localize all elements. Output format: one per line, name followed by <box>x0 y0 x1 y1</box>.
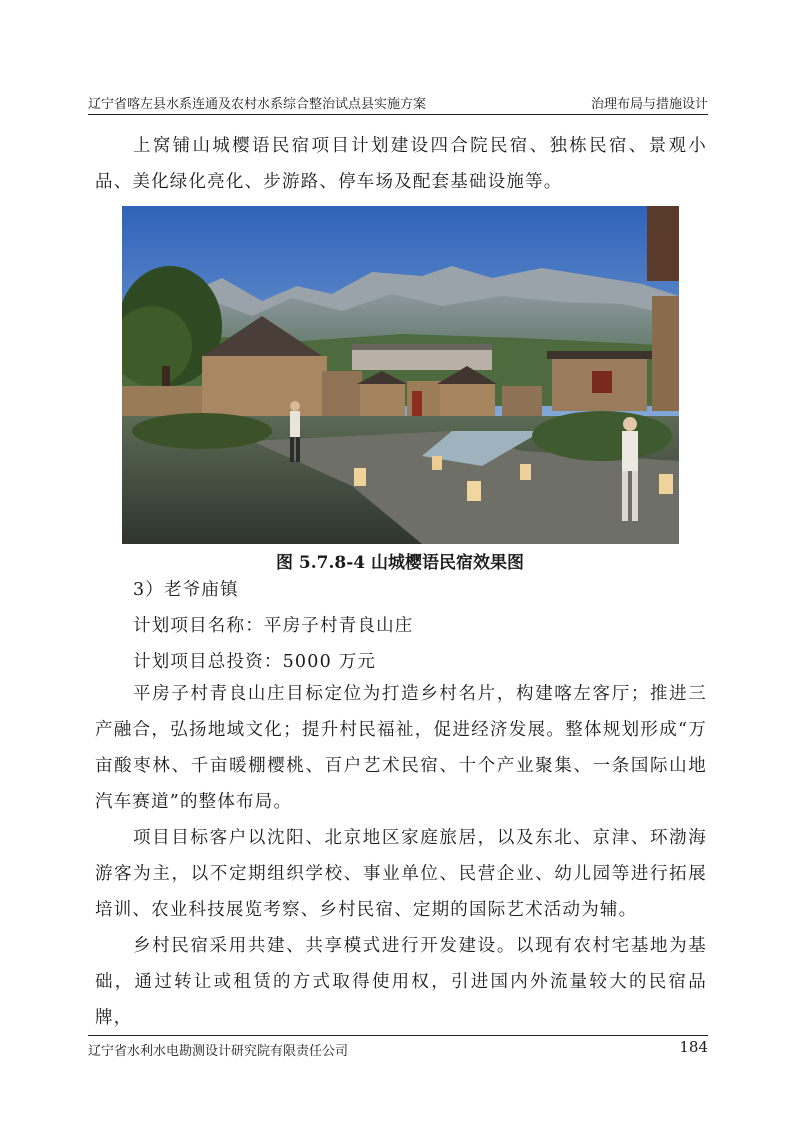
project-name-line: 计划项目名称：平房子村青良山庄 <box>133 616 414 636</box>
header-document-title: 辽宁省喀左县水系连通及农村水系综合整治试点县实施方案 <box>88 97 427 112</box>
figure-caption: 图 5.7.8-4 山城樱语民宿效果图 <box>275 553 525 573</box>
header-rule <box>88 114 708 115</box>
paragraph-intro: 上窝铺山城樱语民宿项目计划建设四合院民宿、独栋民宿、景观小品、美化绿化亮化、步游路、停车场及配套基础设施等。 <box>95 136 707 192</box>
section-heading: 3）老爷庙镇 <box>133 580 239 600</box>
footer-rule <box>88 1035 708 1036</box>
paragraph-homestay-model: 乡村民宿采用共建、共享模式进行开发建设。以现有农村宅基地为基础，通过转让或租赁的方式取得使用权，引进国内外流量较大的民宿品牌， <box>95 936 707 1028</box>
page-header <box>88 93 708 115</box>
paragraph-positioning: 平房子村青良山庄目标定位为打造乡村名片，构建喀左客厅；推进三产融合，弘扬地域文化；提升村民福祉，促进经济发展。整体规划形成“万亩酸枣林、千亩暖棚樱桃、百户艺术民宿、十个产业聚集、一条国际山地汽车赛道”的整体布局。 <box>95 684 707 812</box>
investment-line: 计划项目总投资：5000 万元 <box>133 652 377 672</box>
page-number: 184 <box>679 1038 708 1056</box>
paragraph-target-customers: 项目目标客户以沈阳、北京地区家庭旅居，以及东北、京津、环渤海游客为主，以不定期组织学校、事业单位、民营企业、幼儿园等进行拓展培训、农业科技展览考察、乡村民宿、定期的国际艺术活动为辅。 <box>95 828 707 920</box>
footer-organization: 辽宁省水利水电勘测设计研究院有限责任公司 <box>88 1044 349 1059</box>
rendering-image <box>122 206 679 544</box>
header-chapter-title: 治理布局与措施设计 <box>590 97 708 112</box>
